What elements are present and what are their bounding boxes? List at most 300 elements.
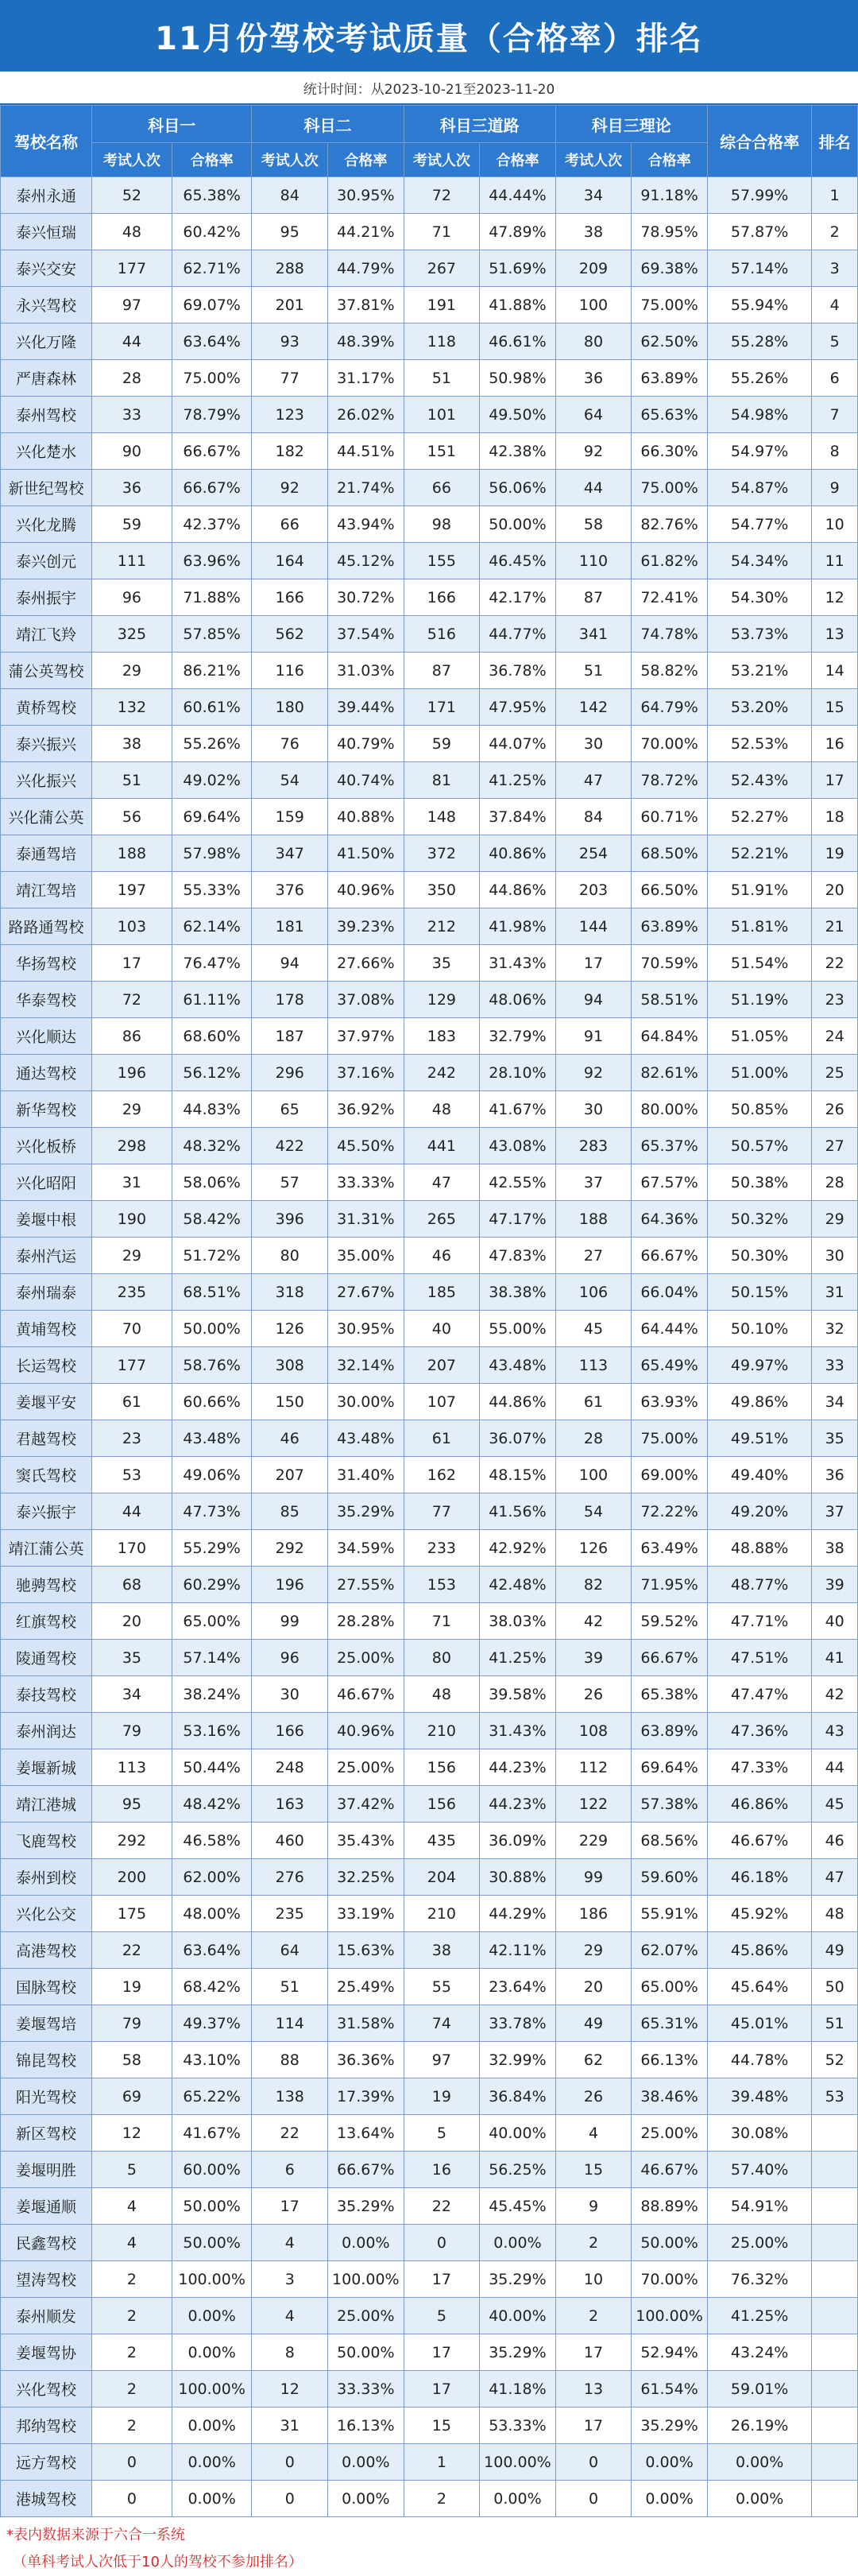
subject2-count-cell: 296 xyxy=(252,1055,328,1091)
subject2-count-cell: 138 xyxy=(252,2078,328,2115)
subject3-road-count-cell: 107 xyxy=(404,1384,480,1420)
subject3-theory-rate-cell: 25.00% xyxy=(632,2115,708,2152)
subject3-theory-rate-cell: 62.50% xyxy=(632,323,708,360)
subject3-road-rate-cell: 38.38% xyxy=(480,1274,556,1311)
subject2-rate-cell: 45.50% xyxy=(328,1128,404,1164)
table-row xyxy=(1,1201,858,1238)
subject1-count-cell: 34 xyxy=(92,1676,172,1713)
table-row xyxy=(1,506,858,543)
subject2-count-cell: 276 xyxy=(252,1859,328,1896)
school-name-cell: 泰州驾校 xyxy=(1,397,92,433)
subject1-rate-cell: 62.71% xyxy=(172,250,252,287)
subject3-road-rate-cell: 42.38% xyxy=(480,433,556,470)
rank-cell: 37 xyxy=(812,1493,858,1530)
subject3-road-rate-cell: 40.00% xyxy=(480,2298,556,2334)
overall-rate-cell: 55.26% xyxy=(707,360,812,397)
school-name-cell: 路路通驾校 xyxy=(1,908,92,945)
subject3-road-count-cell: 16 xyxy=(404,2152,480,2188)
subject3-theory-count-cell: 108 xyxy=(555,1713,632,1749)
subject2-count-cell: 57 xyxy=(252,1164,328,1201)
subject2-rate-cell: 0.00% xyxy=(328,2225,404,2261)
subject3-theory-count-cell: 80 xyxy=(555,323,632,360)
overall-rate-cell: 46.86% xyxy=(707,1786,812,1823)
subject1-count-cell: 69 xyxy=(92,2078,172,2115)
subject1-rate-cell: 42.37% xyxy=(172,506,252,543)
overall-rate-cell: 41.25% xyxy=(707,2298,812,2334)
overall-rate-cell: 43.24% xyxy=(707,2334,812,2371)
subject3-theory-rate-cell: 71.95% xyxy=(632,1567,708,1603)
rank-cell: 40 xyxy=(812,1603,858,1640)
subject1-count-cell: 103 xyxy=(92,908,172,945)
subject3-theory-rate-cell: 66.13% xyxy=(632,2042,708,2078)
subject3-road-count-cell: 129 xyxy=(404,982,480,1018)
subject3-road-rate-cell: 100.00% xyxy=(480,2444,556,2481)
subject2-count-cell: 85 xyxy=(252,1493,328,1530)
overall-rate-cell: 47.51% xyxy=(707,1640,812,1676)
data-source-note: *表内数据来源于六合一系统 xyxy=(6,2527,185,2543)
subject3-theory-rate-cell: 63.93% xyxy=(632,1384,708,1420)
subject2-count-cell: 288 xyxy=(252,250,328,287)
subject3-theory-rate-cell: 35.29% xyxy=(632,2407,708,2444)
ranking-exclusion-note: （单科考试人次低于10人的驾校不参加排名） xyxy=(13,2554,303,2570)
subject3-road-count-cell: 155 xyxy=(404,543,480,579)
overall-rate-cell: 54.97% xyxy=(707,433,812,470)
subject3-theory-count-cell: 17 xyxy=(555,945,632,982)
subject2-rate-cell: 41.50% xyxy=(328,835,404,872)
school-name-cell: 严唐森林 xyxy=(1,360,92,397)
rank-cell: 3 xyxy=(812,250,858,287)
overall-rate-cell: 50.32% xyxy=(707,1201,812,1238)
subject3-theory-rate-cell: 50.00% xyxy=(632,2225,708,2261)
rank-cell: 29 xyxy=(812,1201,858,1238)
rank-cell: 9 xyxy=(812,470,858,506)
school-name-cell: 靖江港城 xyxy=(1,1786,92,1823)
subject2-rate-cell: 50.00% xyxy=(328,2334,404,2371)
subject2-count-cell: 181 xyxy=(252,908,328,945)
rank-cell: 13 xyxy=(812,616,858,653)
subject2-rate-cell: 25.49% xyxy=(328,1969,404,2005)
subject3-road-rate-cell: 41.25% xyxy=(480,762,556,799)
subject3-theory-count-cell: 4 xyxy=(555,2115,632,2152)
school-name-cell: 锦昆驾校 xyxy=(1,2042,92,2078)
subject1-count-cell: 44 xyxy=(92,323,172,360)
school-name-cell: 通达驾校 xyxy=(1,1055,92,1091)
school-name-cell: 兴化振兴 xyxy=(1,762,92,799)
table-row xyxy=(1,2261,858,2298)
overall-rate-cell: 49.20% xyxy=(707,1493,812,1530)
rank-cell: 42 xyxy=(812,1676,858,1713)
subject1-count-cell: 29 xyxy=(92,1238,172,1274)
school-name-cell: 驰骋驾校 xyxy=(1,1567,92,1603)
subject3-road-rate-cell: 36.09% xyxy=(480,1823,556,1859)
school-name-cell: 兴化公交 xyxy=(1,1896,92,1932)
school-name-cell: 新区驾校 xyxy=(1,2115,92,2152)
rank-cell: 33 xyxy=(812,1347,858,1384)
subject2-count-cell: 51 xyxy=(252,1969,328,2005)
subject1-count-cell: 68 xyxy=(92,1567,172,1603)
subject2-count-cell: 4 xyxy=(252,2298,328,2334)
subject3-road-rate-cell: 37.84% xyxy=(480,799,556,835)
subject3-theory-rate-cell: 82.76% xyxy=(632,506,708,543)
subject3-road-count-cell: 38 xyxy=(404,1932,480,1969)
subject2-rate-cell: 44.79% xyxy=(328,250,404,287)
overall-rate-cell: 45.92% xyxy=(707,1896,812,1932)
subject3-theory-rate-cell: 58.82% xyxy=(632,653,708,689)
overall-rate-cell: 51.19% xyxy=(707,982,812,1018)
subject3-road-count-cell: 153 xyxy=(404,1567,480,1603)
table-row xyxy=(1,2334,858,2371)
subject2-rate-cell: 28.28% xyxy=(328,1603,404,1640)
subject1-rate-cell: 60.61% xyxy=(172,689,252,726)
overall-rate-cell: 51.00% xyxy=(707,1055,812,1091)
overall-rate-cell: 54.30% xyxy=(707,579,812,616)
subject3-theory-rate-cell: 64.36% xyxy=(632,1201,708,1238)
subject3-road-rate-cell: 55.00% xyxy=(480,1311,556,1347)
rank-cell: 11 xyxy=(812,543,858,579)
subject2-count-cell: 376 xyxy=(252,872,328,908)
subject3-road-rate-cell: 38.03% xyxy=(480,1603,556,1640)
subject2-count-cell: 4 xyxy=(252,2225,328,2261)
table-row xyxy=(1,726,858,762)
subject1-rate-cell: 62.14% xyxy=(172,908,252,945)
rank-cell: 48 xyxy=(812,1896,858,1932)
rank-cell: 23 xyxy=(812,982,858,1018)
subject3-theory-rate-cell: 80.00% xyxy=(632,1091,708,1128)
subject3-road-count-cell: 1 xyxy=(404,2444,480,2481)
table-row xyxy=(1,2115,858,2152)
table-row xyxy=(1,177,858,214)
school-name-cell: 姜堰新城 xyxy=(1,1749,92,1786)
rank-cell: 30 xyxy=(812,1238,858,1274)
subject2-rate-cell: 36.36% xyxy=(328,2042,404,2078)
header-rate: 合格率 xyxy=(480,143,556,177)
subject1-count-cell: 12 xyxy=(92,2115,172,2152)
subject2-rate-cell: 40.96% xyxy=(328,872,404,908)
subject3-theory-rate-cell: 75.00% xyxy=(632,470,708,506)
subject2-count-cell: 164 xyxy=(252,543,328,579)
header-subject2: 科目二 xyxy=(252,106,404,143)
subject1-rate-cell: 58.76% xyxy=(172,1347,252,1384)
subject3-theory-rate-cell: 65.37% xyxy=(632,1128,708,1164)
school-name-cell: 泰州顺发 xyxy=(1,2298,92,2334)
subject2-count-cell: 80 xyxy=(252,1238,328,1274)
subject2-rate-cell: 13.64% xyxy=(328,2115,404,2152)
subject2-rate-cell: 34.59% xyxy=(328,1530,404,1567)
subject1-rate-cell: 63.64% xyxy=(172,1932,252,1969)
subject3-theory-count-cell: 54 xyxy=(555,1493,632,1530)
subject2-rate-cell: 37.16% xyxy=(328,1055,404,1091)
subject3-road-count-cell: 74 xyxy=(404,2005,480,2042)
table-row xyxy=(1,2407,858,2444)
subject1-rate-cell: 76.47% xyxy=(172,945,252,982)
subject2-rate-cell: 30.00% xyxy=(328,1384,404,1420)
subject2-rate-cell: 15.63% xyxy=(328,1932,404,1969)
subject1-count-cell: 53 xyxy=(92,1457,172,1493)
subject3-road-count-cell: 101 xyxy=(404,397,480,433)
subject1-rate-cell: 0.00% xyxy=(172,2444,252,2481)
rank-cell: 6 xyxy=(812,360,858,397)
subject1-rate-cell: 56.12% xyxy=(172,1055,252,1091)
subject1-rate-cell: 50.00% xyxy=(172,2225,252,2261)
school-name-cell: 姜堰驾协 xyxy=(1,2334,92,2371)
subject3-road-count-cell: 71 xyxy=(404,1603,480,1640)
subject1-count-cell: 29 xyxy=(92,653,172,689)
subject1-rate-cell: 55.26% xyxy=(172,726,252,762)
subject1-rate-cell: 46.58% xyxy=(172,1823,252,1859)
overall-rate-cell: 54.91% xyxy=(707,2188,812,2225)
subject2-rate-cell: 32.14% xyxy=(328,1347,404,1384)
subject3-road-rate-cell: 41.98% xyxy=(480,908,556,945)
subject1-rate-cell: 58.42% xyxy=(172,1201,252,1238)
subject1-count-cell: 2 xyxy=(92,2334,172,2371)
rank-cell xyxy=(812,2481,858,2517)
subject1-count-cell: 35 xyxy=(92,1640,172,1676)
subject2-rate-cell: 37.97% xyxy=(328,1018,404,1055)
header-count: 考试人次 xyxy=(404,143,480,177)
subject1-count-cell: 90 xyxy=(92,433,172,470)
subject2-count-cell: 347 xyxy=(252,835,328,872)
overall-rate-cell: 30.08% xyxy=(707,2115,812,2152)
school-name-cell: 泰州到校 xyxy=(1,1859,92,1896)
subject3-theory-rate-cell: 68.56% xyxy=(632,1823,708,1859)
header-rank: 排名 xyxy=(812,106,858,177)
subject3-road-count-cell: 77 xyxy=(404,1493,480,1530)
subject3-road-count-cell: 233 xyxy=(404,1530,480,1567)
subject2-rate-cell: 37.08% xyxy=(328,982,404,1018)
subject1-count-cell: 56 xyxy=(92,799,172,835)
subject2-count-cell: 46 xyxy=(252,1420,328,1457)
table-row xyxy=(1,2225,858,2261)
subject1-count-cell: 23 xyxy=(92,1420,172,1457)
subject3-road-rate-cell: 41.56% xyxy=(480,1493,556,1530)
subject3-road-count-cell: 0 xyxy=(404,2225,480,2261)
school-name-cell: 新世纪驾校 xyxy=(1,470,92,506)
subject2-count-cell: 126 xyxy=(252,1311,328,1347)
subject2-count-cell: 88 xyxy=(252,2042,328,2078)
subject1-count-cell: 33 xyxy=(92,397,172,433)
subject1-count-cell: 2 xyxy=(92,2261,172,2298)
table-row xyxy=(1,1018,858,1055)
table-body xyxy=(1,177,858,2517)
rank-cell xyxy=(812,2152,858,2188)
subject3-road-count-cell: 72 xyxy=(404,177,480,214)
table-row xyxy=(1,2005,858,2042)
subject2-rate-cell: 40.79% xyxy=(328,726,404,762)
subject2-count-cell: 99 xyxy=(252,1603,328,1640)
rank-cell xyxy=(812,2261,858,2298)
subject3-theory-count-cell: 10 xyxy=(555,2261,632,2298)
subject2-rate-cell: 30.95% xyxy=(328,177,404,214)
overall-rate-cell: 52.27% xyxy=(707,799,812,835)
subject2-rate-cell: 21.74% xyxy=(328,470,404,506)
subject1-rate-cell: 65.00% xyxy=(172,1603,252,1640)
subject1-count-cell: 200 xyxy=(92,1859,172,1896)
subject3-theory-rate-cell: 0.00% xyxy=(632,2444,708,2481)
subject1-count-cell: 20 xyxy=(92,1603,172,1640)
subject3-road-rate-cell: 41.18% xyxy=(480,2371,556,2407)
subject3-road-count-cell: 441 xyxy=(404,1128,480,1164)
subject3-theory-rate-cell: 70.00% xyxy=(632,2261,708,2298)
school-name-cell: 阳光驾校 xyxy=(1,2078,92,2115)
subject3-road-rate-cell: 41.25% xyxy=(480,1640,556,1676)
overall-rate-cell: 50.38% xyxy=(707,1164,812,1201)
rank-cell: 51 xyxy=(812,2005,858,2042)
subject1-rate-cell: 44.83% xyxy=(172,1091,252,1128)
table-row xyxy=(1,2188,858,2225)
subject3-road-count-cell: 435 xyxy=(404,1823,480,1859)
subject3-road-count-cell: 17 xyxy=(404,2371,480,2407)
subject2-rate-cell: 43.48% xyxy=(328,1420,404,1457)
subject3-theory-count-cell: 13 xyxy=(555,2371,632,2407)
table-row xyxy=(1,1055,858,1091)
header-subject1: 科目一 xyxy=(92,106,252,143)
subject1-rate-cell: 50.00% xyxy=(172,2188,252,2225)
school-name-cell: 姜堰平安 xyxy=(1,1384,92,1420)
subject3-road-count-cell: 22 xyxy=(404,2188,480,2225)
subject3-theory-count-cell: 209 xyxy=(555,250,632,287)
subject2-count-cell: 76 xyxy=(252,726,328,762)
subject3-theory-count-cell: 283 xyxy=(555,1128,632,1164)
school-name-cell: 靖江飞羚 xyxy=(1,616,92,653)
rank-cell: 43 xyxy=(812,1713,858,1749)
subject3-theory-rate-cell: 65.38% xyxy=(632,1676,708,1713)
subject3-theory-rate-cell: 63.89% xyxy=(632,360,708,397)
subject3-road-count-cell: 516 xyxy=(404,616,480,653)
subject3-theory-count-cell: 94 xyxy=(555,982,632,1018)
rank-cell: 36 xyxy=(812,1457,858,1493)
subject1-rate-cell: 43.48% xyxy=(172,1420,252,1457)
overall-rate-cell: 52.43% xyxy=(707,762,812,799)
subject1-rate-cell: 61.11% xyxy=(172,982,252,1018)
subject3-road-rate-cell: 44.44% xyxy=(480,177,556,214)
subject3-theory-count-cell: 37 xyxy=(555,1164,632,1201)
school-name-cell: 泰兴创元 xyxy=(1,543,92,579)
subject2-rate-cell: 39.44% xyxy=(328,689,404,726)
table-row xyxy=(1,1640,858,1676)
overall-rate-cell: 52.53% xyxy=(707,726,812,762)
subject2-rate-cell: 44.21% xyxy=(328,214,404,250)
overall-rate-cell: 49.40% xyxy=(707,1457,812,1493)
subject3-theory-count-cell: 30 xyxy=(555,726,632,762)
header-rate: 合格率 xyxy=(632,143,708,177)
subject1-rate-cell: 78.79% xyxy=(172,397,252,433)
subject3-road-rate-cell: 41.88% xyxy=(480,287,556,323)
subject3-road-rate-cell: 36.84% xyxy=(480,2078,556,2115)
subject3-road-count-cell: 59 xyxy=(404,726,480,762)
subject3-road-count-cell: 61 xyxy=(404,1420,480,1457)
table-row xyxy=(1,1091,858,1128)
subject1-rate-cell: 41.67% xyxy=(172,2115,252,2152)
subject1-rate-cell: 50.00% xyxy=(172,1311,252,1347)
subject3-road-count-cell: 48 xyxy=(404,1676,480,1713)
overall-rate-cell: 47.47% xyxy=(707,1676,812,1713)
subject2-rate-cell: 37.81% xyxy=(328,287,404,323)
school-name-cell: 窦氏驾校 xyxy=(1,1457,92,1493)
subject2-count-cell: 308 xyxy=(252,1347,328,1384)
subject1-count-cell: 58 xyxy=(92,2042,172,2078)
header-count: 考试人次 xyxy=(555,143,632,177)
rank-cell: 19 xyxy=(812,835,858,872)
subject3-road-count-cell: 81 xyxy=(404,762,480,799)
overall-rate-cell: 55.94% xyxy=(707,287,812,323)
subject1-rate-cell: 60.29% xyxy=(172,1567,252,1603)
subject3-theory-rate-cell: 59.52% xyxy=(632,1603,708,1640)
rank-cell: 24 xyxy=(812,1018,858,1055)
subject2-rate-cell: 25.00% xyxy=(328,2298,404,2334)
subject2-rate-cell: 31.40% xyxy=(328,1457,404,1493)
subject3-theory-rate-cell: 69.64% xyxy=(632,1749,708,1786)
subject3-theory-rate-cell: 60.71% xyxy=(632,799,708,835)
subject2-count-cell: 6 xyxy=(252,2152,328,2188)
subject2-count-cell: 201 xyxy=(252,287,328,323)
overall-rate-cell: 47.33% xyxy=(707,1749,812,1786)
rank-cell: 4 xyxy=(812,287,858,323)
overall-rate-cell: 55.28% xyxy=(707,323,812,360)
school-name-cell: 泰州瑞泰 xyxy=(1,1274,92,1311)
subject1-rate-cell: 47.73% xyxy=(172,1493,252,1530)
subject3-road-count-cell: 2 xyxy=(404,2481,480,2517)
subject3-road-count-cell: 185 xyxy=(404,1274,480,1311)
subject2-rate-cell: 45.12% xyxy=(328,543,404,579)
subject3-road-count-cell: 148 xyxy=(404,799,480,835)
subject1-rate-cell: 48.00% xyxy=(172,1896,252,1932)
subject3-theory-rate-cell: 52.94% xyxy=(632,2334,708,2371)
rank-cell xyxy=(812,2225,858,2261)
subject1-rate-cell: 69.64% xyxy=(172,799,252,835)
subject2-rate-cell: 33.33% xyxy=(328,2371,404,2407)
header-count: 考试人次 xyxy=(92,143,172,177)
subject3-road-count-cell: 166 xyxy=(404,579,480,616)
subject3-theory-rate-cell: 65.31% xyxy=(632,2005,708,2042)
overall-rate-cell: 57.99% xyxy=(707,177,812,214)
subject2-count-cell: 159 xyxy=(252,799,328,835)
school-name-cell: 泰技驾校 xyxy=(1,1676,92,1713)
subject1-rate-cell: 48.32% xyxy=(172,1128,252,1164)
school-name-cell: 泰兴振兴 xyxy=(1,726,92,762)
subject2-rate-cell: 25.00% xyxy=(328,1640,404,1676)
subject3-theory-count-cell: 341 xyxy=(555,616,632,653)
subject3-road-count-cell: 191 xyxy=(404,287,480,323)
subject1-count-cell: 31 xyxy=(92,1164,172,1201)
subject3-road-rate-cell: 46.45% xyxy=(480,543,556,579)
school-name-cell: 红旗驾校 xyxy=(1,1603,92,1640)
subject3-road-count-cell: 207 xyxy=(404,1347,480,1384)
subject3-road-rate-cell: 44.23% xyxy=(480,1749,556,1786)
subject3-theory-count-cell: 122 xyxy=(555,1786,632,1823)
subject3-theory-count-cell: 110 xyxy=(555,543,632,579)
subject3-road-count-cell: 40 xyxy=(404,1311,480,1347)
subject3-road-rate-cell: 50.98% xyxy=(480,360,556,397)
subject1-count-cell: 235 xyxy=(92,1274,172,1311)
subject3-theory-rate-cell: 66.67% xyxy=(632,1640,708,1676)
table-row xyxy=(1,287,858,323)
subject3-road-count-cell: 17 xyxy=(404,2334,480,2371)
rank-cell xyxy=(812,2371,858,2407)
subject1-count-cell: 59 xyxy=(92,506,172,543)
subject2-rate-cell: 30.95% xyxy=(328,1311,404,1347)
subject1-rate-cell: 57.14% xyxy=(172,1640,252,1676)
subject3-road-rate-cell: 35.29% xyxy=(480,2334,556,2371)
subject2-rate-cell: 17.39% xyxy=(328,2078,404,2115)
subject3-theory-count-cell: 2 xyxy=(555,2225,632,2261)
subject2-rate-cell: 0.00% xyxy=(328,2444,404,2481)
subject3-theory-rate-cell: 66.30% xyxy=(632,433,708,470)
subject1-count-cell: 113 xyxy=(92,1749,172,1786)
school-name-cell: 蒲公英驾校 xyxy=(1,653,92,689)
school-name-cell: 兴化板桥 xyxy=(1,1128,92,1164)
subject1-rate-cell: 49.37% xyxy=(172,2005,252,2042)
table-row xyxy=(1,689,858,726)
